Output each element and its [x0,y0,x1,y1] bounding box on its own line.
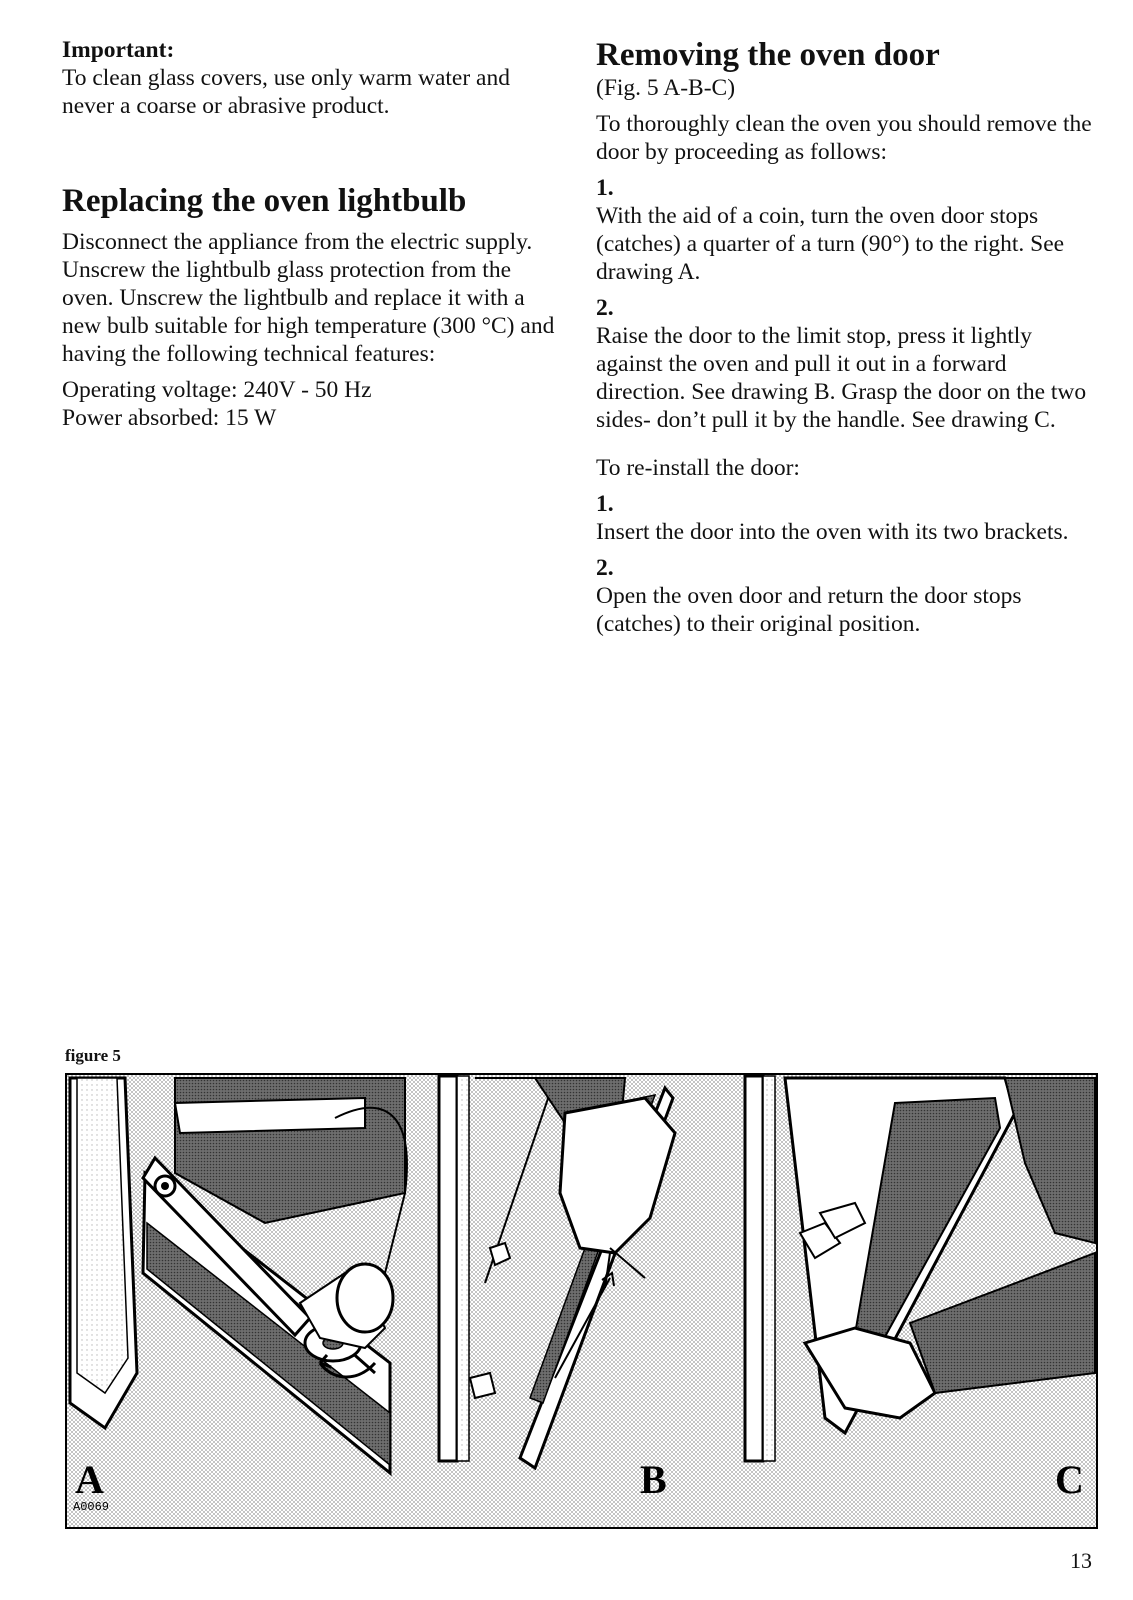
reinstall-step-text: Insert the door into the oven with its two brackets. [596,519,1069,545]
left-column [62,36,562,432]
remove-step-number: 1. [596,175,614,201]
reinstall-step-text: Open the oven door and return the door stops (catches) to their original position. [596,583,1022,637]
panel-c-letter: C [1055,1457,1084,1502]
reinstall-step-number: 2. [596,555,614,581]
reinstall-intro: To re-install the door: [596,455,800,481]
important-label: Important: [62,37,175,63]
removing-door-title: Removing the oven door [596,37,940,73]
spec-voltage: Operating voltage: 240V - 50 Hz [62,377,372,403]
remove-step-number: 2. [596,295,614,321]
reinstall-step-number: 1. [596,491,614,517]
figure-5-drawing [65,1073,1098,1529]
remove-step-text: Raise the door to the limit stop, press it lightly against the oven and pull it out in a forward direction. See drawing B. Grasp the door on the two sides- don’t pull it by the handle. See drawing C. [596,323,1087,433]
figure-label: figure 5 [65,1046,121,1065]
right-column [596,36,1096,638]
replacing-paragraph-2: Unscrew the lightbulb glass protection from the oven. Unscrew the lightbulb and replace it with a new bulb suitable for high temperature (300 °C) and having the following technical features: [62,257,555,367]
replacing-paragraph-1: Disconnect the appliance from the electric supply. [62,229,533,255]
spec-power: Power absorbed: 15 W [62,405,277,431]
figure-5-illustration [65,1073,1098,1529]
figure-code: A0069 [73,1500,110,1514]
panel-b-letter: B [640,1457,667,1502]
remove-step-text: With the aid of a coin, turn the oven door stops (catches) a quarter of a turn (90°) to the right. See drawing A. [596,203,1065,285]
figure-reference: (Fig. 5 A-B-C) [596,75,736,101]
panel-a-letter: A [75,1457,104,1502]
important-text: To clean glass covers, use only warm water and never a coarse or abrasive product. [62,65,510,119]
replacing-lightbulb-title: Replacing the oven lightbulb [62,183,467,219]
page-number: 13 [1070,1548,1092,1573]
removing-intro: To thoroughly clean the oven you should remove the door by proceeding as follows: [596,111,1092,165]
